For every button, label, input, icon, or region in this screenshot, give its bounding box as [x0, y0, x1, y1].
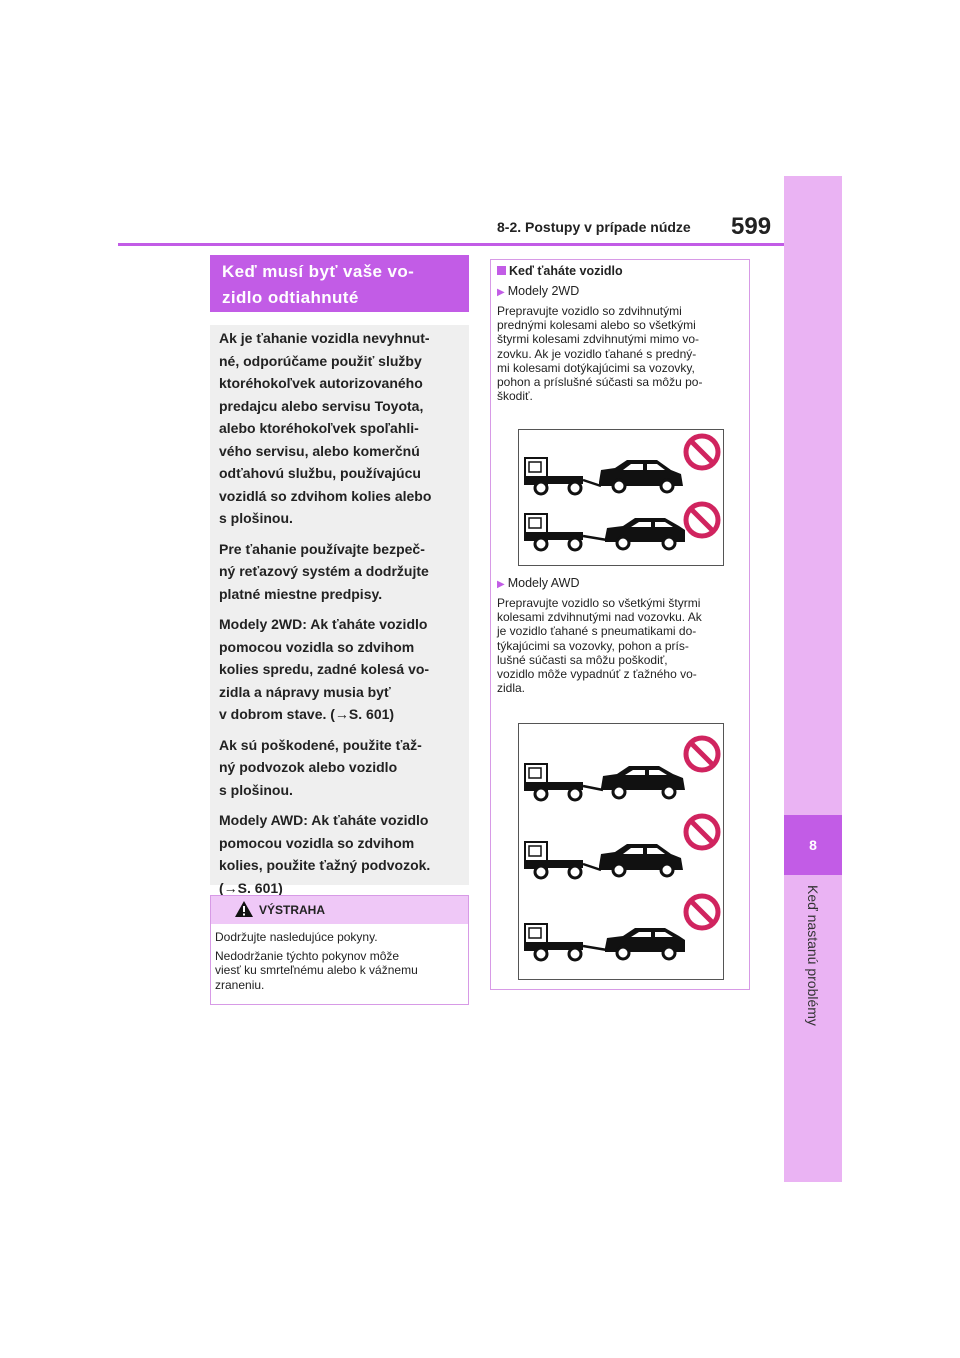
towed-car-icon — [605, 928, 685, 959]
info-paragraph: Pre ťahanie používajte bezpeč- ný reťazový systém a dodržujte platné miestne predpisy. — [219, 540, 429, 602]
triangle-bullet-icon: ▶ — [497, 579, 505, 590]
towed-car-icon — [601, 766, 685, 798]
warning-box — [210, 895, 469, 1005]
warning-body — [211, 924, 468, 992]
info-paragraph: Modely 2WD: Ak ťaháte vozidlo pomocou vozidla so zdvihom kolies spredu, zadné kolesá vo- zidla a nápravy musia byť v dobrom stave. (→S. 601) — [219, 616, 430, 722]
info-paragraph: Modely AWD: Ak ťaháte vozidlo pomocou vozidla so zdvihom kolies, použite ťažný podvozok. (→S. 601) — [219, 812, 431, 896]
warning-line: Nedodržanie týchto pokynov môže viesť ku smrteľnému alebo k vážnemu zraneniu. — [215, 948, 418, 992]
prohibition-icon — [686, 816, 718, 848]
tow-truck-icon — [525, 458, 601, 494]
towing-heading — [497, 264, 623, 278]
towing-diagram-2wd — [519, 430, 723, 565]
tow-truck-icon — [525, 514, 607, 550]
warning-header — [211, 896, 468, 924]
tow-truck-icon — [525, 842, 601, 878]
chapter-title: Keď nastanú problémy — [805, 885, 821, 1026]
towing-illustration-2wd — [518, 429, 724, 566]
subsection-awd-text: Prepravujte vozidlo so všetkými štyrmi kolesami zdvihnutými nad vozovku. Ak je vozidlo ťahané s pneumatikami do- týkajúcimi sa vozovky, pohon a prís- lušné súčasti sa môžu poškodiť, vozidlo môže vypadnúť z ťažného vo- zidla. — [497, 596, 702, 696]
header-rule — [118, 243, 784, 246]
tow-truck-icon — [525, 764, 603, 800]
warning-triangle-icon — [234, 900, 254, 918]
towing-box — [490, 259, 750, 990]
triangle-bullet-icon: ▶ — [497, 287, 505, 298]
warning-line: Dodržujte nasledujúce pokyny. — [215, 930, 378, 944]
section-title — [210, 255, 469, 312]
towing-illustration-awd — [518, 723, 724, 980]
info-paragraph: Ak je ťahanie vozidla nevyhnut- né, odporúčame použiť služby ktoréhokoľvek autorizovaného predajcu alebo servisu Toyota, alebo ktoréhokoľvek spoľahli- vého servisu, alebo komerčnú odťahovú službu, používajúcu vozidlá so zdvihom kolies alebo s plošinou. — [219, 330, 432, 526]
subsection-2wd-text: Prepravujte vozidlo so zdvihnutými prednými kolesami alebo so všetkými štyrmi kolesami zdvihnutými mimo vo- zovku. Ak je vozidlo ťahané s predný- mi kolesami dotýkajúcimi sa vozovky, pohon a príslušné súčasti sa môžu po- škodiť. — [497, 304, 703, 404]
subsection-2wd — [497, 284, 579, 298]
towed-car-icon — [599, 460, 683, 492]
info-box — [210, 325, 469, 896]
prohibition-icon — [686, 896, 718, 928]
info-paragraph: Ak sú poškodené, použite ťaž- ný podvozok alebo vozidlo s plošinou. — [219, 736, 422, 798]
square-bullet-icon — [497, 266, 506, 275]
chapter-number: 8 — [784, 815, 842, 875]
prohibition-icon — [686, 738, 718, 770]
towed-car-icon — [605, 518, 685, 549]
tow-truck-icon — [525, 924, 607, 960]
prohibition-icon — [686, 504, 718, 536]
subsection-awd — [497, 576, 579, 590]
subsection-awd-label: Modely AWD — [507, 576, 580, 590]
page-number: 599 — [731, 213, 772, 240]
subsection-2wd-label: Modely 2WD — [507, 284, 580, 298]
warning-title: VÝSTRAHA — [259, 903, 326, 917]
section-header: 8-2. Postupy v prípade núdze — [497, 219, 691, 235]
towing-heading-text: Keď ťaháte vozidlo — [509, 264, 623, 278]
towing-diagram-awd — [519, 724, 723, 979]
prohibition-icon — [686, 436, 718, 468]
towed-car-icon — [599, 844, 683, 876]
section-title-text: Keď musí byť vaše vo- zidlo odtiahnuté — [222, 262, 415, 307]
